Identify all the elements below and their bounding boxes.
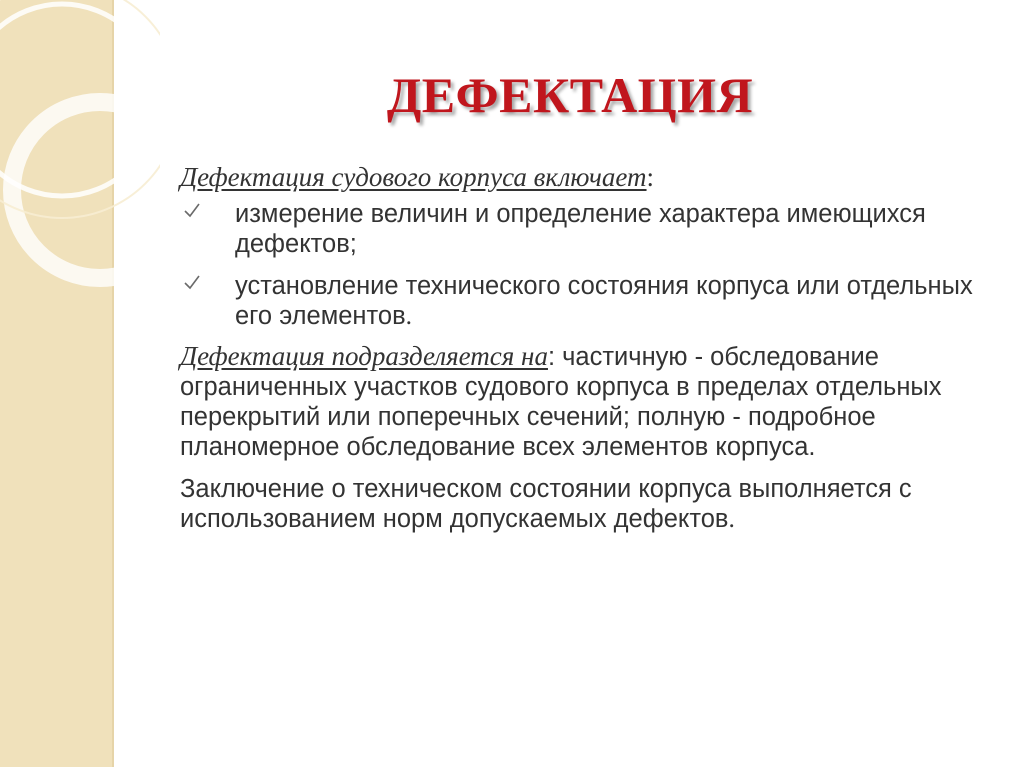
bullet-tail: . [405, 301, 412, 330]
conclusion-tail: . [728, 504, 735, 533]
bullet-text: установление технического состояния корпуса или отдельных его элементов [235, 272, 973, 330]
decorative-rings [0, 0, 160, 767]
conclusion-text: Заключение о техническом состоянии корпуса выполняется с использованием норм допускаемых дефектов [180, 475, 912, 533]
intro-colon: : [646, 162, 655, 192]
division-paragraph [180, 341, 980, 462]
check-icon [182, 201, 202, 221]
intro-label: Дефектация судового корпуса включает [180, 162, 647, 192]
slide-title: ДЕФЕКТАЦИЯ [386, 67, 754, 123]
division-text: : частичную - обследование ограниченных участков судового корпуса в пределах отдельных перекрытий или поперечных сечений; полную - подробное планомерное обследование всех элементов корпуса. [180, 343, 942, 461]
intro-line [180, 162, 980, 193]
division-label: Дефектация подразделяется на [180, 341, 548, 371]
conclusion-paragraph [180, 474, 980, 534]
bullet-item [180, 271, 980, 331]
slide-body [180, 162, 980, 534]
bullet-item [180, 199, 980, 259]
bullet-text: измерение величин и определение характера имеющихся дефектов; [235, 200, 926, 258]
check-icon [182, 273, 202, 293]
